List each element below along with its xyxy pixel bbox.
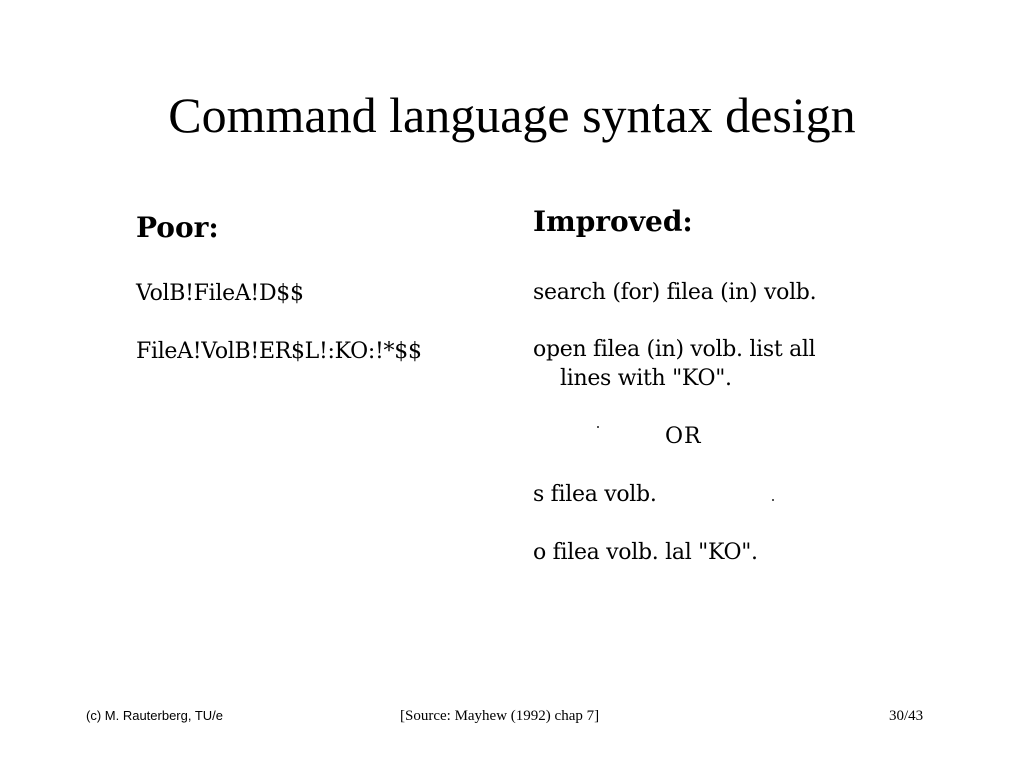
improved-example-4: o filea volb. lal "KO". (533, 540, 758, 565)
improved-example-2-line-2: lines with "KO". (560, 366, 732, 391)
improved-example-2-line-1: open filea (in) volb. list all (533, 337, 816, 362)
scan-speck (772, 499, 774, 501)
improved-heading: Improved: (533, 205, 693, 238)
slide-title: Command language syntax design (168, 87, 856, 143)
poor-example-1: VolB!FileA!D$$ (136, 281, 304, 306)
footer-source: [Source: Mayhew (1992) chap 7] (400, 708, 600, 724)
page-number: 30/43 (889, 708, 924, 724)
improved-example-1: search (for) filea (in) volb. (533, 280, 817, 305)
improved-example-3: s filea volb. (533, 482, 657, 507)
or-separator: OR (665, 424, 702, 449)
scan-speck (597, 426, 599, 428)
poor-example-2: FileA!VolB!ER$L!:KO:!*$$ (136, 339, 422, 364)
poor-heading: Poor: (136, 211, 219, 244)
footer-copyright: (c) M. Rauterberg, TU/e (86, 708, 224, 723)
